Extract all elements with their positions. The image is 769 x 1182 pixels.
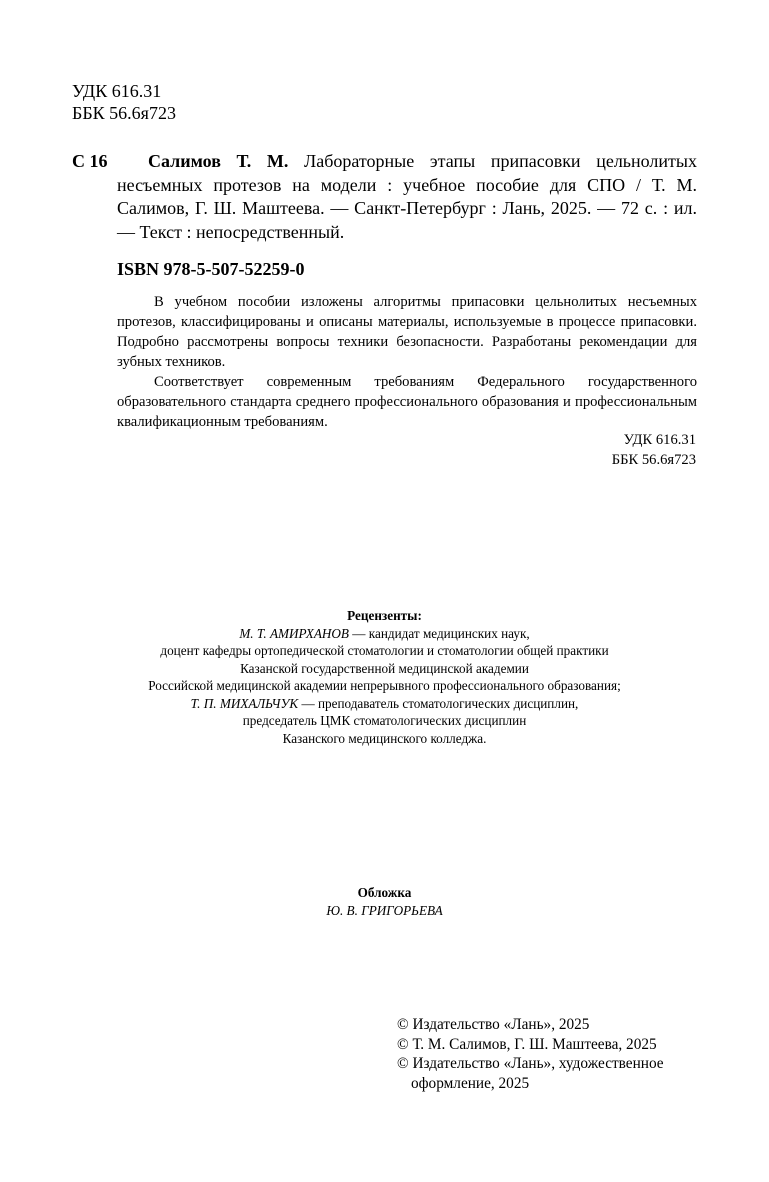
bbk-code: ББК 56.6я723 — [72, 103, 176, 123]
udk-code: УДК 616.31 — [72, 81, 162, 101]
reviewer-1-org: Казанской государственной медицинской академии — [240, 660, 529, 676]
reviewer-2 — [0, 695, 769, 713]
reviewer-1-org2: Российской медицинской академии непрерывного профессионального образования; — [148, 678, 621, 693]
abstract-paragraph: Соответствует современным требованиям Федерального государственного образовательного стандарта среднего профессионального образования и профессиональным квалификационным требованиям. — [117, 374, 697, 430]
author-mark: С 16 — [72, 151, 108, 171]
reviewer-1 — [0, 625, 769, 643]
abstract-paragraph: В учебном пособии изложены алгоритмы припасовки цельнолитых несъемных протезов, классифицированы и описаны материалы, используемые в процессе припасовки. Подробно рассмотрены вопросы техники безопасности. Разработаны рекомендации для зубных техников. — [117, 294, 697, 370]
reviewers-block — [0, 607, 769, 747]
copyright-line-continued: оформление, 2025 — [411, 1074, 530, 1092]
reviewer-1-title: — кандидат медицинских наук, — [349, 625, 530, 641]
bibliographic-record — [117, 150, 697, 244]
copyright-line: © Т. М. Салимов, Г. Ш. Маштеева, 2025 — [397, 1035, 657, 1053]
isbn: ISBN 978-5-507-52259-0 — [117, 259, 305, 279]
reviewer-2-name: Т. П. МИХАЛЬЧУК — [190, 695, 299, 711]
reviewer-1-name: М. Т. АМИРХАНОВ — [239, 625, 349, 641]
book-description: Лабораторные этапы припасовки цельнолитых несъемных протезов на модели : учебное пособие для СПО / Т. М. Салимов, Г. Ш. Маштеева. — Санкт-Петербург : Лань, 2025. — 72 с. : ил. — Текст : непосредственный. — [117, 151, 697, 242]
copyright-block — [397, 1015, 697, 1093]
bbk-code-right: ББК 56.6я723 — [611, 452, 696, 468]
reviewer-1-position: доцент кафедры ортопедической стоматологии и стоматологии общей практики — [160, 643, 609, 658]
cover-heading: Обложка — [357, 885, 412, 900]
reviewer-2-org: Казанского медицинского колледжа. — [282, 730, 487, 746]
top-classification-codes — [72, 80, 176, 124]
reviewer-2-title: — преподаватель стоматологических дисциплин, — [298, 695, 579, 711]
cover-credit — [0, 884, 769, 919]
copyright-line: © Издательство «Лань», художественное — [397, 1055, 664, 1072]
reviewers-heading: Рецензенты: — [347, 608, 422, 623]
abstract — [117, 292, 697, 432]
right-classification-codes — [612, 430, 696, 470]
reviewer-2-position: председатель ЦМК стоматологических дисциплин — [242, 713, 527, 728]
udk-code-right: УДК 616.31 — [623, 432, 696, 448]
author-name: Салимов Т. М. — [148, 151, 289, 171]
copyright-line: © Издательство «Лань», 2025 — [397, 1016, 590, 1033]
cover-designer: Ю. В. ГРИГОРЬЕВА — [326, 902, 443, 918]
